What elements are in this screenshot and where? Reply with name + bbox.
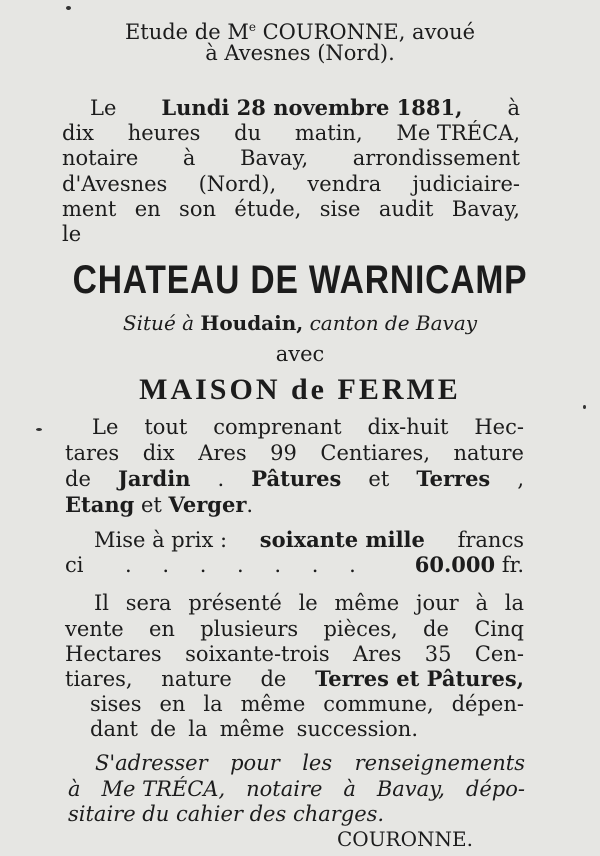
contact-line-2: à Me TRÉCA, notaire à Bavay, dépo- — [68, 777, 525, 801]
contact-line-3: sitaire du cahier des charges. — [68, 802, 385, 826]
print-speck — [36, 428, 42, 431]
price-line-1: Mise à prix : soixante mille francs — [94, 527, 524, 552]
print-speck — [66, 6, 71, 10]
additional-line-4: tiares, nature de Terres et Pâtures, — [65, 666, 524, 691]
description-line-4: Etang et Verger. — [65, 492, 254, 517]
contact-line-1: S'adresser pour les renseignements — [95, 751, 525, 775]
announcement-line-6: le — [62, 222, 82, 246]
additional-line-1: Il sera présenté le même jour à la — [94, 591, 524, 615]
description-line-3: de Jardin . Pâtures et Terres , — [65, 466, 524, 491]
property-subtitle: MAISON de FERME — [139, 373, 461, 406]
announcement-line-3: notaire à Bavay, arrondissement — [62, 146, 520, 170]
announcement-line-5: ment en son étude, sise audit Bavay, — [62, 197, 520, 221]
announcement-line-2: dix heures du matin, Me TRÉCA, — [62, 121, 520, 145]
property-title: CHATEAU DE WARNICAMP — [72, 258, 528, 302]
property-location: Situé à Houdain, canton de Bavay — [122, 311, 478, 335]
additional-line-6: dant de la même succession. — [90, 717, 418, 741]
header-line-1: Etude de Me COURONNE, avoué — [124, 20, 476, 44]
header-line-2: à Avesnes (Nord). — [205, 41, 395, 65]
description-line-2: tares dix Ares 99 Centiares, nature — [65, 441, 524, 465]
announcement-line-4: d'Avesnes (Nord), vendra judiciaire- — [62, 172, 520, 196]
avec-label: avec — [275, 342, 325, 366]
announcement-line-1: Le Lundi 28 novembre 1881, à — [90, 95, 520, 120]
additional-line-5: sises en la même commune, dépen- — [90, 692, 524, 716]
price-line-2: ci . . . . . . . 60.000 fr. — [65, 552, 524, 577]
additional-line-2: vente en plusieurs pièces, de Cinq — [65, 617, 524, 641]
signature: COURONNE. — [337, 827, 473, 851]
additional-line-3: Hectares soixante-trois Ares 35 Cen- — [65, 642, 524, 666]
description-line-1: Le tout comprenant dix-huit Hec- — [92, 415, 524, 439]
